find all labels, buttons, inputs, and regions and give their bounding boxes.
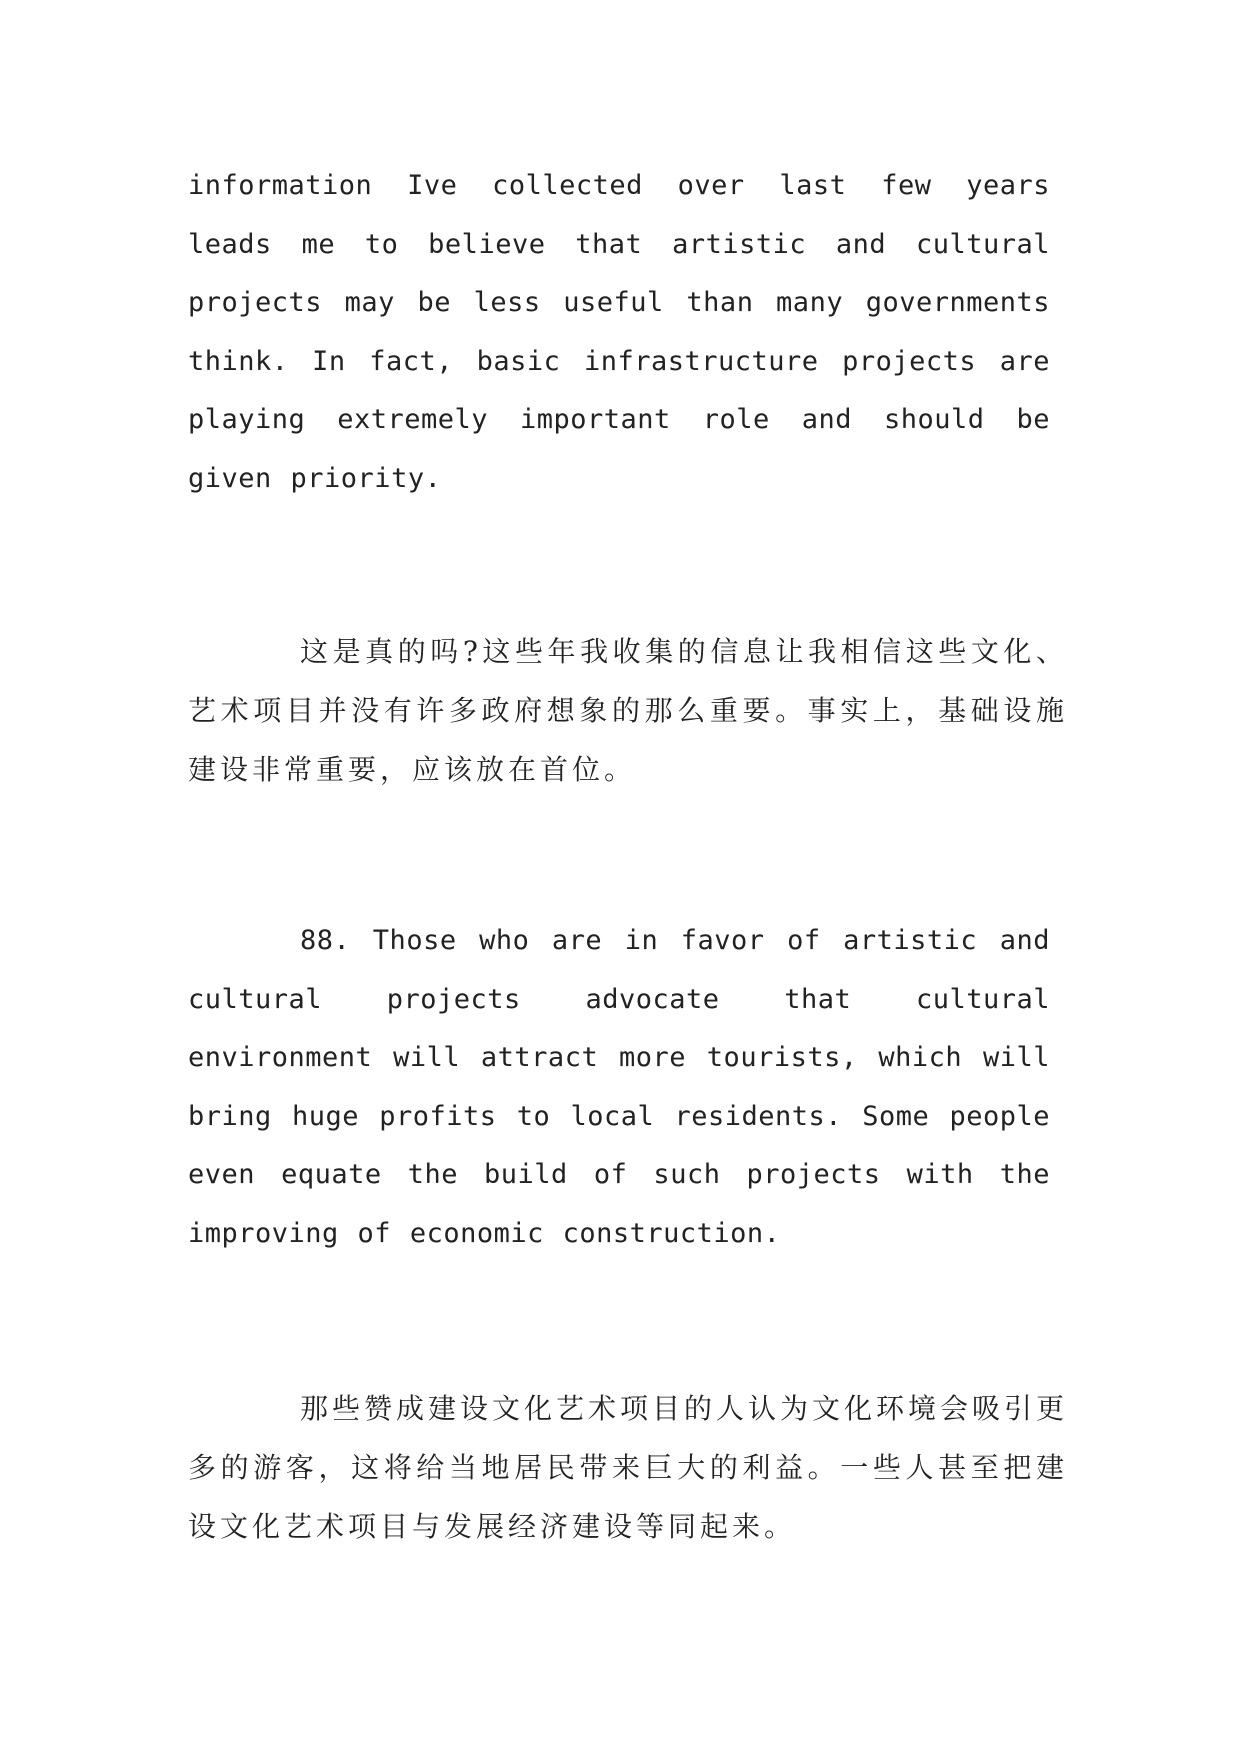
paragraph-english-infrastructure: information Ive collected over last few years leads me to believe that artistic and cultural projects may be less useful than many governments think. In fact, basic infrastructure projects are playing extremely important role and should be given priority. — [188, 170, 1050, 494]
paragraph-chinese-cultural-projects: 那些赞成建设文化艺术项目的人认为文化环境会吸引更多的游客，这将给当地居民带来巨大的利益。一些人甚至把建设文化艺术项目与发展经济建设等同起来。 — [188, 1392, 1069, 1543]
paragraph-chinese-infrastructure: 这是真的吗?这些年我收集的信息让我相信这些文化、艺术项目并没有许多政府想象的那么重要。事实上，基础设施建设非常重要，应该放在首位。 — [188, 635, 1068, 786]
paragraph-english-cultural-projects: 88. Those who are in favor of artistic and cultural projects advocate that cultural environment will attract more tourists, which will bring huge profits to local residents. Some people even equate the build of such projects with the improving of economic construction. — [188, 925, 1050, 1249]
